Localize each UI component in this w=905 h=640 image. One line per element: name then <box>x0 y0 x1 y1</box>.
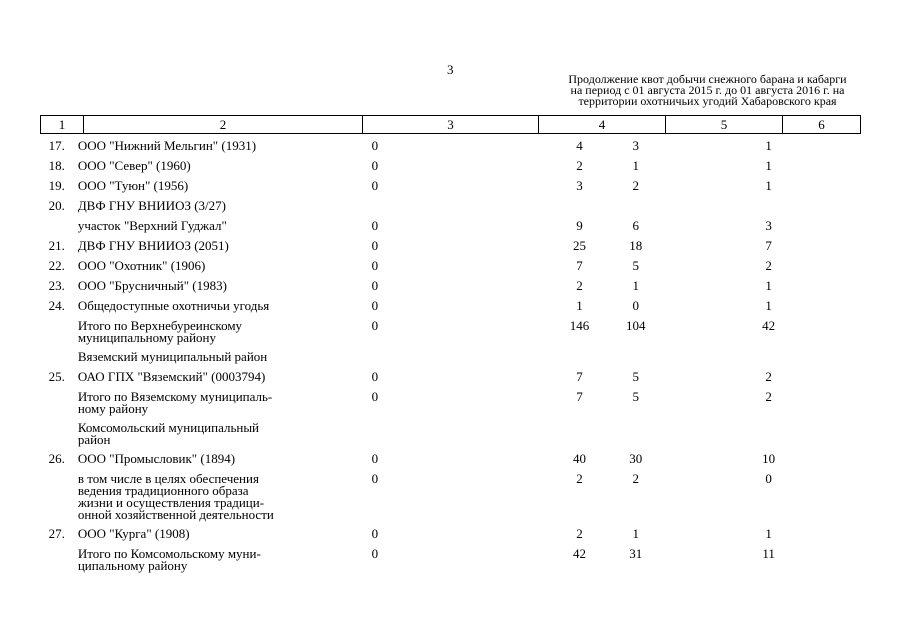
row-name-line: ООО "Брусничный" (1983) <box>77 278 227 293</box>
table-row <box>40 473 861 521</box>
table-header <box>40 115 861 134</box>
row-number: 18. <box>48 158 65 173</box>
cell-col5: 18 <box>629 238 643 253</box>
row-name <box>78 391 312 415</box>
cell-col3: 0 <box>371 278 379 293</box>
table-body <box>40 140 861 572</box>
row-name <box>78 548 312 572</box>
table-row <box>40 320 861 344</box>
cell-col3: 0 <box>371 298 379 313</box>
row-name <box>78 300 312 312</box>
cell-col3: 0 <box>371 178 379 193</box>
cell-col6: 1 <box>765 158 772 173</box>
row-name-line: ципальному району <box>77 558 188 573</box>
cell-col6: 0 <box>765 471 772 486</box>
row-name <box>78 351 312 363</box>
row-name-line: Итого по Комсомольскому муни- <box>77 546 261 561</box>
row-name <box>78 140 312 152</box>
cell-col3: 0 <box>371 546 379 561</box>
cell-col4: 9 <box>576 218 583 233</box>
cell-col4: 3 <box>576 178 583 193</box>
row-number: 21. <box>48 238 65 253</box>
table-row <box>40 260 861 272</box>
cell-col4: 7 <box>576 369 583 384</box>
cell-col6: 2 <box>765 369 772 384</box>
row-name <box>78 200 312 212</box>
cell-col3: 0 <box>371 218 379 233</box>
table-row <box>40 140 861 152</box>
row-name <box>78 260 312 272</box>
table-row <box>40 422 861 446</box>
row-name <box>78 160 312 172</box>
row-name-line: ДВФ ГНУ ВНИИОЗ (3/27) <box>77 198 226 213</box>
row-name-line: ДВФ ГНУ ВНИИОЗ (2051) <box>77 238 229 253</box>
cell-col3: 0 <box>371 369 379 384</box>
row-name-line: онной хозяйственной деятельности <box>77 507 274 522</box>
row-name-line: район <box>77 432 111 447</box>
cell-col6: 7 <box>765 238 772 253</box>
table-row <box>40 280 861 292</box>
row-name-line: Комсомольский муниципальный <box>77 420 260 435</box>
cell-col6: 42 <box>762 318 776 333</box>
cell-col3: 0 <box>371 158 379 173</box>
cell-col6: 1 <box>765 178 772 193</box>
cell-col3: 0 <box>371 258 379 273</box>
cell-col6: 2 <box>765 389 772 404</box>
cell-col5: 31 <box>629 546 643 561</box>
cell-col4: 2 <box>576 471 583 486</box>
header-cell-6: 6 <box>782 116 860 133</box>
table-row <box>40 180 861 192</box>
cell-col5: 6 <box>632 218 640 233</box>
cell-col5: 2 <box>632 471 640 486</box>
row-number: 27. <box>48 526 65 541</box>
row-name-line: муниципальному району <box>77 330 216 345</box>
row-name <box>78 320 312 344</box>
row-number: 26. <box>48 451 65 466</box>
row-name <box>78 240 312 252</box>
cell-col4: 40 <box>572 451 586 466</box>
cell-col4: 2 <box>576 526 583 541</box>
cell-col3: 0 <box>371 318 379 333</box>
cell-col5: 104 <box>626 318 646 333</box>
row-name <box>78 371 312 383</box>
caption-line: территории охотничьих угодий Хабаровского края <box>578 94 837 108</box>
row-name <box>78 453 312 465</box>
header-cell-4: 4 <box>538 116 665 133</box>
cell-col5: 0 <box>632 298 640 313</box>
table-row <box>40 240 861 252</box>
row-name <box>78 422 312 446</box>
row-name <box>78 180 312 192</box>
cell-col3: 0 <box>371 389 379 404</box>
cell-col5: 2 <box>632 178 640 193</box>
row-name-line: ООО "Север" (1960) <box>77 158 191 173</box>
header-cell-5: 5 <box>665 116 782 133</box>
cell-col4: 7 <box>576 258 583 273</box>
cell-col6: 2 <box>765 258 772 273</box>
row-name-line: ООО "Туюн" (1956) <box>77 178 189 193</box>
table-row <box>40 220 861 232</box>
cell-col4: 7 <box>576 389 583 404</box>
cell-col4: 2 <box>576 278 583 293</box>
row-name-line: ному району <box>77 401 149 416</box>
row-number: 17. <box>48 138 65 153</box>
row-name-line: Вяземский муниципальный район <box>77 349 268 364</box>
cell-col6: 11 <box>762 546 775 561</box>
cell-col4: 2 <box>576 158 583 173</box>
row-number: 20. <box>48 198 65 213</box>
header-cell-2: 2 <box>83 116 362 133</box>
cell-col5: 3 <box>632 138 640 153</box>
cell-col4: 25 <box>572 238 586 253</box>
row-number: 22. <box>48 258 65 273</box>
row-name-line: ООО "Промысловик" (1894) <box>77 451 236 466</box>
cell-col5: 5 <box>632 369 640 384</box>
row-name-line: ведения традиционного образа <box>77 483 249 498</box>
row-name-line: Итого по Верхнебуреинскому <box>77 318 243 333</box>
cell-col6: 1 <box>765 138 772 153</box>
row-number: 23. <box>48 278 65 293</box>
row-name-line: участок "Верхний Гуджал" <box>77 218 227 233</box>
row-name-line: Итого по Вяземскому муниципаль- <box>77 389 273 404</box>
row-name-line: ОАО ГПХ "Вяземский" (0003794) <box>77 369 266 384</box>
row-number: 24. <box>48 298 65 313</box>
table-row <box>40 371 861 383</box>
table-row <box>40 300 861 312</box>
cell-col4: 146 <box>569 318 590 333</box>
row-name <box>78 528 312 540</box>
cell-col6: 1 <box>765 526 772 541</box>
table-row <box>40 351 861 363</box>
cell-col5: 1 <box>632 278 640 293</box>
cell-col6: 1 <box>765 298 772 313</box>
table-row <box>40 453 861 465</box>
cell-col6: 10 <box>762 451 776 466</box>
cell-col3: 0 <box>371 526 379 541</box>
row-name-line: ООО "Курга" (1908) <box>77 526 190 541</box>
cell-col3: 0 <box>371 471 379 486</box>
row-name <box>78 473 312 521</box>
table-row <box>40 391 861 415</box>
cell-col3: 0 <box>371 138 379 153</box>
cell-col3: 0 <box>371 451 379 466</box>
cell-col4: 4 <box>576 138 583 153</box>
row-number: 25. <box>48 369 65 384</box>
table-caption <box>545 74 870 107</box>
cell-col6: 3 <box>765 218 772 233</box>
row-name-line: ООО "Нижний Мельгин" (1931) <box>77 138 257 153</box>
table-row <box>40 200 861 212</box>
row-name-line: Общедоступные охотничьи угодья <box>77 298 270 313</box>
cell-col5: 30 <box>629 451 643 466</box>
cell-col6: 1 <box>765 278 772 293</box>
table-row <box>40 548 861 572</box>
table-row <box>40 160 861 172</box>
cell-col4: 1 <box>576 298 583 313</box>
table-row <box>40 528 861 540</box>
cell-col5: 5 <box>632 258 640 273</box>
cell-col3: 0 <box>371 238 379 253</box>
cell-col5: 1 <box>632 158 640 173</box>
row-name-line: жизни и осуществления традици- <box>77 495 265 510</box>
row-name <box>78 220 312 232</box>
cell-col4: 42 <box>572 546 586 561</box>
row-name-line: ООО "Охотник" (1906) <box>77 258 206 273</box>
caption-line: Продолжение квот добычи снежного барана и кабарги <box>568 72 847 86</box>
cell-col5: 5 <box>632 389 640 404</box>
header-cell-1: 1 <box>58 117 66 132</box>
caption-line: на период с 01 августа 2015 г. до 01 августа 2016 г. на <box>570 83 845 97</box>
row-name-line: в том числе в целях обеспечения <box>77 471 259 486</box>
row-name <box>78 280 312 292</box>
row-number: 19. <box>48 178 65 193</box>
header-cell-3: 3 <box>362 116 538 133</box>
cell-col5: 1 <box>632 526 640 541</box>
page-number: 3 <box>447 62 454 77</box>
